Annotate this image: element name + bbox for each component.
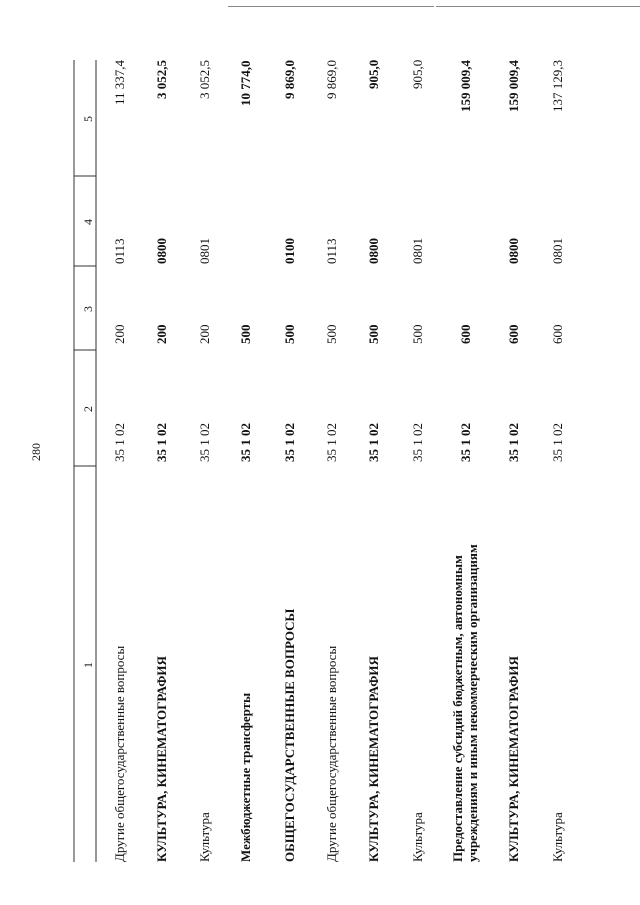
cell-amount: 9 869,0 (282, 60, 297, 99)
cell-name: КУЛЬТУРА, КИНЕМАТОГРАФИЯ (154, 656, 169, 862)
cell-section: 0113 (324, 238, 339, 264)
cell-code: 35 1 02 (282, 423, 297, 462)
cell-type: 600 (506, 324, 521, 344)
cell-name: КУЛЬТУРА, КИНЕМАТОГРАФИЯ (366, 656, 381, 862)
cell-code: 35 1 02 (154, 423, 169, 462)
cell-type: 500 (282, 324, 297, 344)
cell-amount: 3 052,5 (197, 60, 212, 99)
cell-name: Культура (550, 812, 565, 862)
cell-section: 0800 (506, 238, 521, 264)
cell-type: 600 (458, 324, 473, 344)
page-number: 280 (29, 443, 43, 461)
cell-name: Предоставление субсидий бюджетным, автономным (450, 555, 465, 862)
column-header-1: 1 (81, 662, 95, 668)
cell-type: 500 (324, 324, 339, 344)
cell-type: 200 (197, 324, 212, 344)
cell-amount: 905,0 (410, 59, 425, 89)
cell-amount: 10 774,0 (238, 60, 253, 106)
cell-section: 0800 (154, 238, 169, 264)
cell-name: Другие общегосударственные вопросы (112, 645, 127, 862)
cell-code: 35 1 02 (458, 423, 473, 462)
cell-section: 0801 (550, 238, 565, 264)
cell-type: 200 (154, 324, 169, 344)
cell-type: 500 (366, 324, 381, 344)
cell-amount: 9 869,0 (324, 60, 339, 99)
cell-name: КУЛЬТУРА, КИНЕМАТОГРАФИЯ (506, 656, 521, 862)
cell-section: 0100 (282, 238, 297, 264)
cell-code: 35 1 02 (366, 423, 381, 462)
cell-code: 35 1 02 (410, 423, 425, 462)
cell-section: 0801 (410, 238, 425, 264)
cell-code: 35 1 02 (238, 423, 253, 462)
cell-amount: 137 129,3 (550, 60, 565, 112)
column-header-2: 2 (81, 406, 95, 412)
cell-type: 500 (238, 324, 253, 344)
cell-section: 0800 (366, 238, 381, 264)
cell-code: 35 1 02 (506, 423, 521, 462)
column-header-5: 5 (81, 116, 95, 122)
cell-name-continued: учреждениям и иным некоммерческим организациям (465, 544, 480, 862)
cell-name: Другие общегосударственные вопросы (324, 645, 339, 862)
cell-amount: 159 009,4 (506, 60, 521, 112)
cell-amount: 3 052,5 (154, 60, 169, 99)
cell-type: 500 (410, 324, 425, 344)
column-header-4: 4 (81, 219, 95, 225)
column-header-3: 3 (81, 306, 95, 312)
cell-name: Межбюджетные трансферты (238, 692, 253, 862)
cell-code: 35 1 02 (197, 423, 212, 462)
cell-section: 0801 (197, 238, 212, 264)
cell-name: Культура (197, 812, 212, 862)
cell-section: 0113 (112, 238, 127, 264)
cell-type: 600 (550, 324, 565, 344)
cell-code: 35 1 02 (112, 423, 127, 462)
cell-name: Культура (410, 812, 425, 862)
cell-code: 35 1 02 (550, 423, 565, 462)
cell-amount: 159 009,4 (458, 60, 473, 112)
cell-type: 200 (112, 324, 127, 344)
cell-code: 35 1 02 (324, 423, 339, 462)
cell-amount: 11 337,4 (112, 59, 127, 105)
cell-amount: 905,0 (366, 59, 381, 89)
cell-name: ОБЩЕГОСУДАРСТВЕННЫЕ ВОПРОСЫ (282, 608, 297, 862)
